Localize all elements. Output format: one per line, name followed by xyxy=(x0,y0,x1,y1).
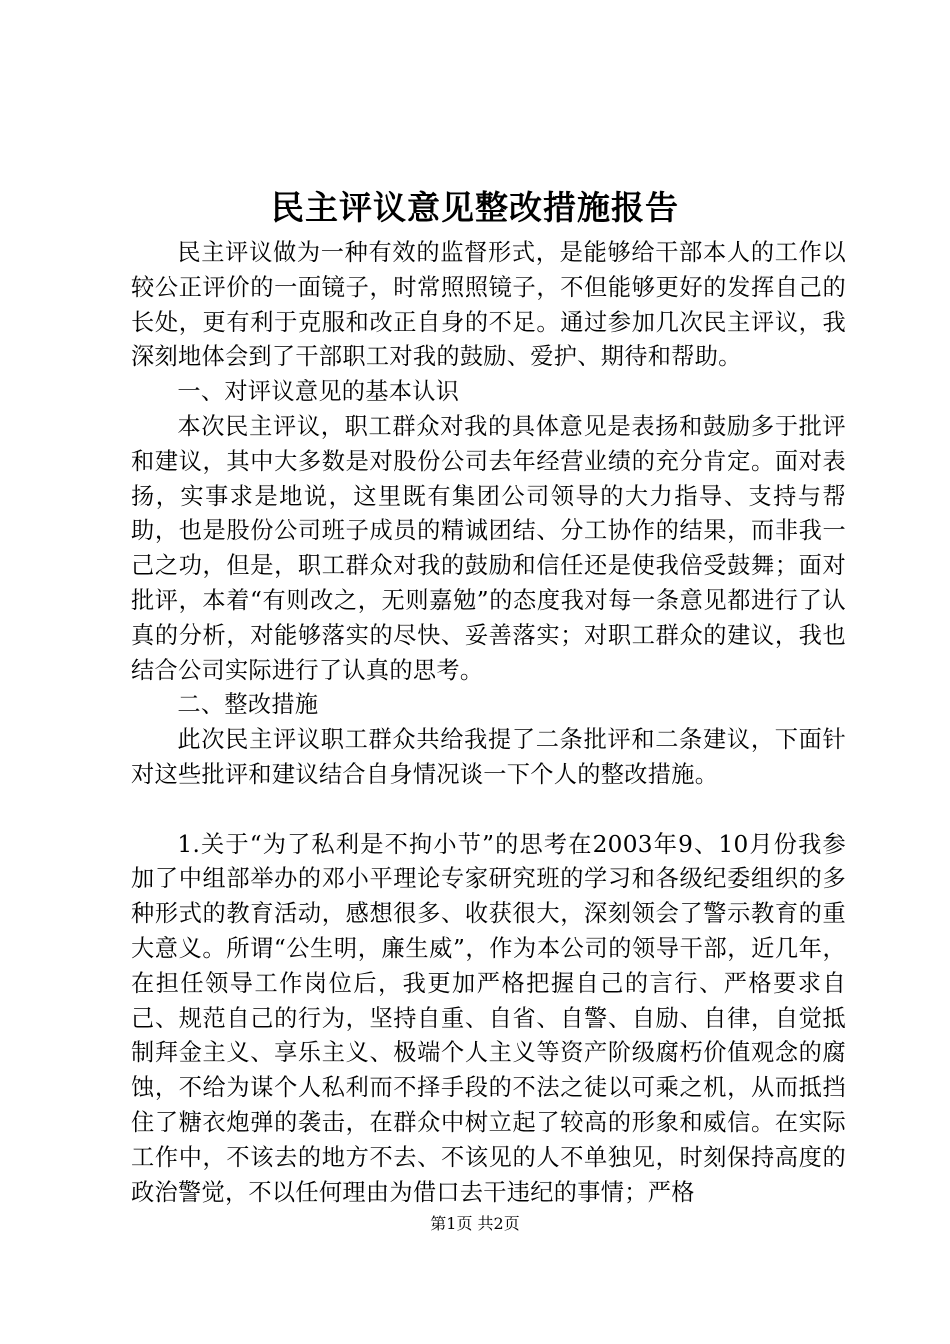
section-2-intro-paragraph: 此次民主评议职工群众共给我提了二条批评和二条建议，下面针对这些批评和建议结合自身情况谈一下个人的整改措施。 xyxy=(131,726,846,788)
item-1-paragraph: 1.关于“为了私利是不拘小节”的思考在2003年9、10月份我参加了中组部举办的邓小平理论专家研究班的学习和各级纪委组织的多种形式的教育活动，感想很多、收获很大，深刻领会了警示教育的重大意义。所谓“公生明，廉生威”，作为本公司的领导干部，近几年，在担任领导工作岗位后，我更加严格把握自己的言行、严格要求自己、规范自己的行为，坚持自重、自省、自警、自励、自律，自觉抵制拜金主义、享乐主义、极端个人主义等资产阶级腐朽价值观念的腐蚀，不给为谋个人私利而不择手段的不法之徒以可乘之机，从而抵挡住了糖衣炮弹的袭击，在群众中树立起了较高的形象和威信。在实际工作中，不该去的地方不去、不该见的人不单独见，时刻保持高度的政治警觉，不以任何理由为借口去干违纪的事情；严格 xyxy=(131,830,846,1206)
section-heading-2: 二、整改措施 xyxy=(177,691,319,719)
intro-paragraph: 民主评议做为一种有效的监督形式，是能够给干部本人的工作以较公正评价的一面镜子，时常照照镜子，不但能够更好的发挥自己的长处，更有利于克服和改正自身的不足。通过参加几次民主评议，我深刻地体会到了干部职工对我的鼓励、爱护、期待和帮助。 xyxy=(131,239,846,371)
section-1-paragraph: 本次民主评议，职工群众对我的具体意见是表扬和鼓励多于批评和建议，其中大多数是对股份公司去年经营业绩的充分肯定。面对表扬，实事求是地说，这里既有集团公司领导的大力指导、支持与帮助，也是股份公司班子成员的精诚团结、分工协作的结果，而非我一己之功，但是，职工群众对我的鼓励和信任还是使我倍受鼓舞；面对批评，本着“有则改之，无则嘉勉”的态度我对每一条意见都进行了认真的分析，对能够落实的尽快、妥善落实；对职工群众的建议，我也结合公司实际进行了认真的思考。 xyxy=(131,412,846,684)
section-heading-1: 一、对评议意见的基本认识 xyxy=(177,378,460,406)
page-footer: 第1页 共2页 xyxy=(430,1214,520,1233)
document-title: 民主评议意见整改措施报告 xyxy=(271,188,679,227)
document-body xyxy=(131,236,846,1210)
paragraph-spacer xyxy=(131,793,846,828)
